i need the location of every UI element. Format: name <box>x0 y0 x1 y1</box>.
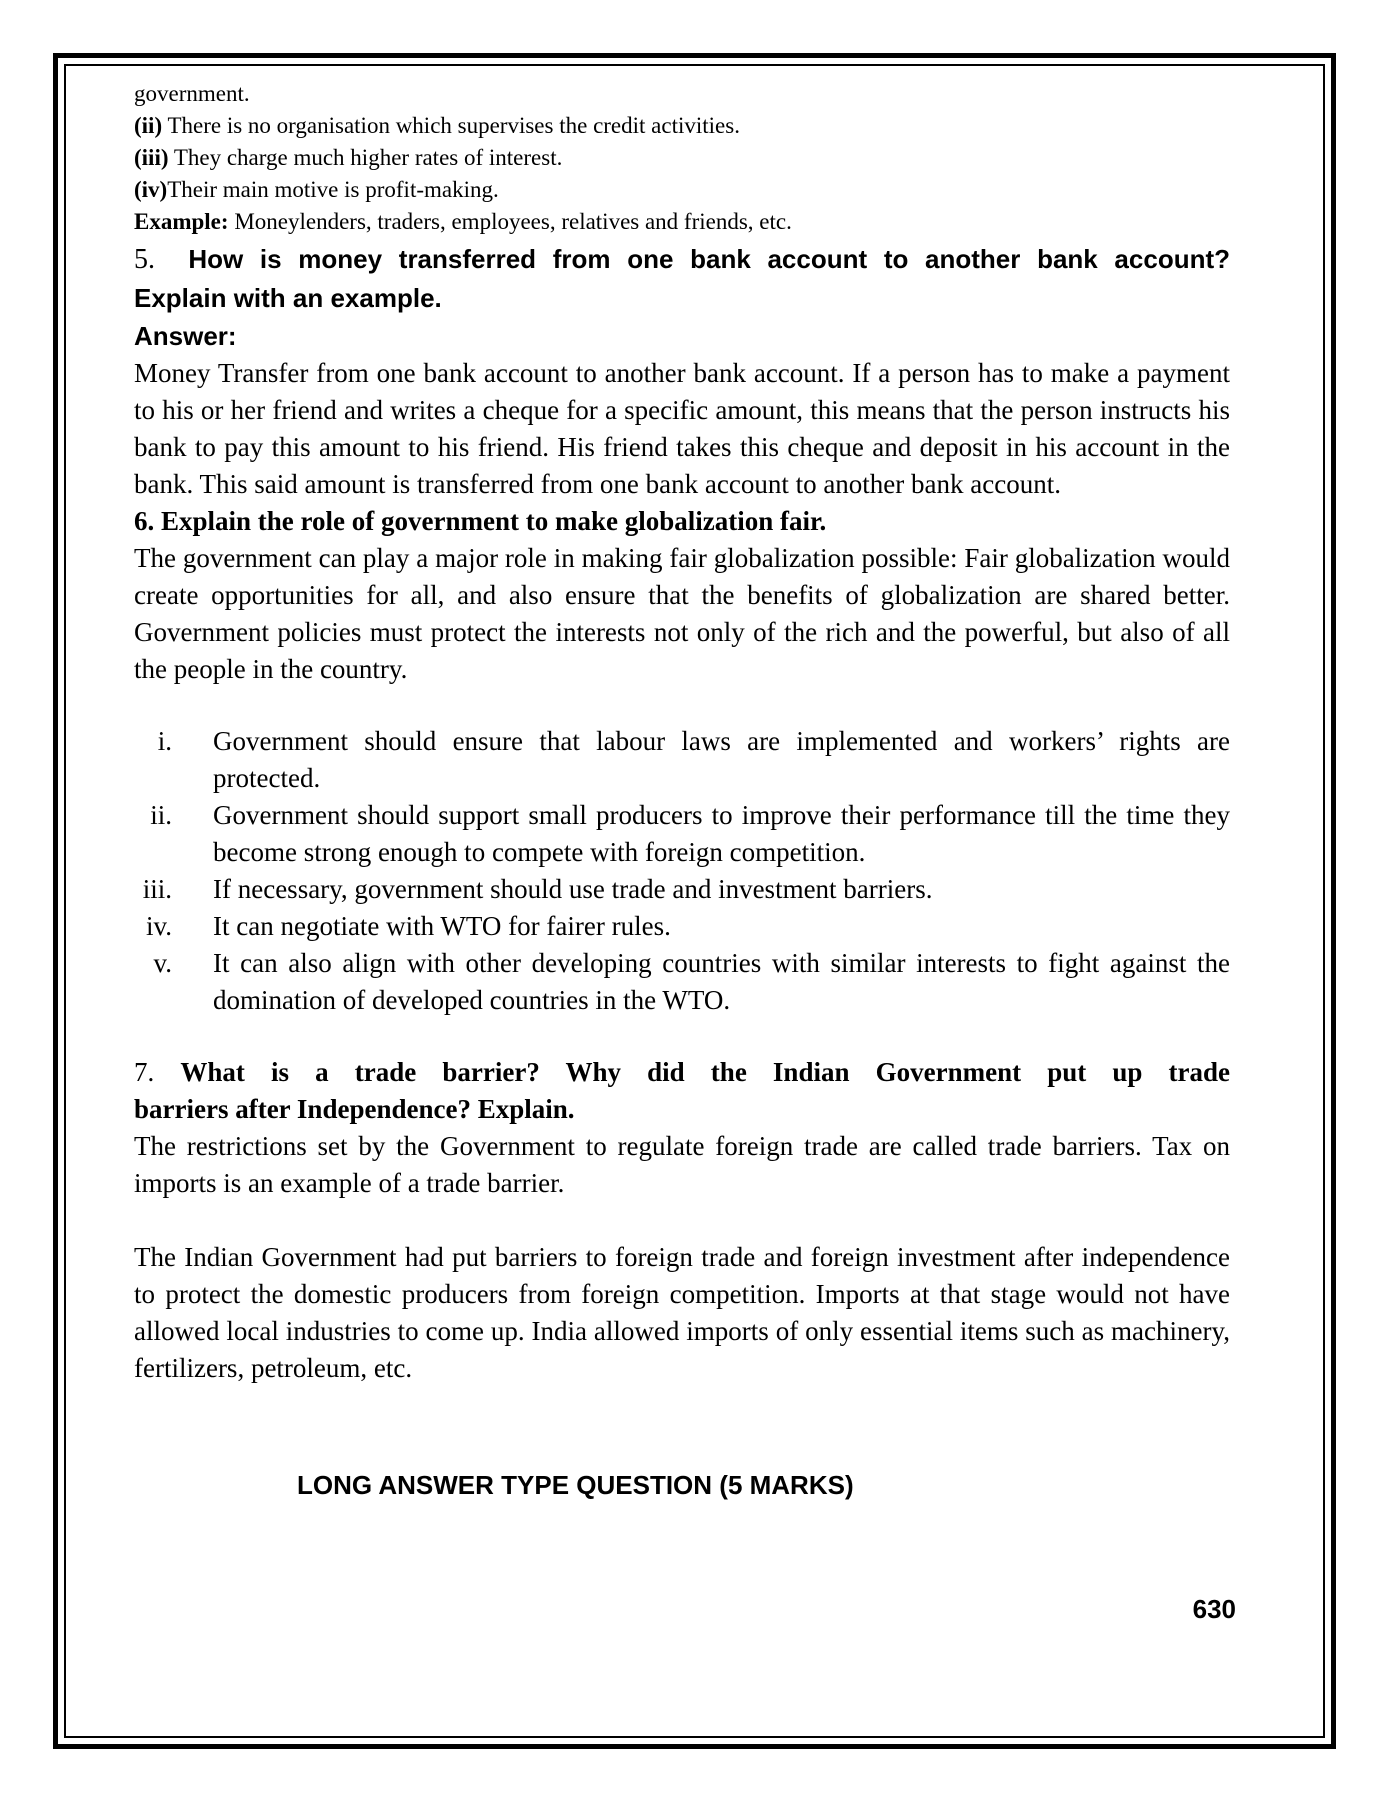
list-item <box>134 723 1230 797</box>
page-number: 630 <box>1192 1594 1236 1624</box>
point-text: There is no organisation which supervises the credit activities. <box>162 113 740 138</box>
example-label: Example: <box>134 209 229 234</box>
q6-answer: The government can play a major role in making fair globalization possible: Fair globalization would create opportunities for all, and also ensure that the benefits of globalization are shared better. Government policies must protect the interests not only of the rich and the powerful, but also of all the people in the country. <box>134 543 1230 684</box>
list-text: Government should support small producers to improve their performance till the time they become strong enough to compete with foreign competition. <box>213 800 1230 867</box>
point-label: (ii) <box>134 113 163 138</box>
point-text: They charge much higher rates of interest. <box>168 145 563 170</box>
q7-question-line1 <box>134 1054 1230 1091</box>
list-text: It can negotiate with WTO for fairer rules. <box>213 911 671 941</box>
q6-question: 6. Explain the role of government to make globalization fair. <box>134 506 827 536</box>
list-text: Government should ensure that labour laws are implemented and workers’ rights are protected. <box>213 726 1230 793</box>
page-content <box>134 78 1230 1387</box>
section-heading: LONG ANSWER TYPE QUESTION (5 MARKS) <box>297 1470 854 1500</box>
list-number: iii. <box>142 874 172 904</box>
list-item <box>134 908 1230 945</box>
list-item <box>134 945 1230 1019</box>
q5-answer: Money Transfer from one bank account to another bank account. If a person has to make a payment to his or her friend and writes a cheque for a specific amount, this means that the person instructs his bank to pay this amount to his friend. His friend takes this cheque and deposit in his account in the bank. This said amount is transferred from one bank account to another bank account. <box>134 358 1230 499</box>
list-number: ii. <box>150 800 172 830</box>
q5-number: 5. <box>134 244 155 275</box>
q7-question-text: What is a trade barrier? Why did the Indian Government put up trade <box>180 1057 1231 1087</box>
q7-answer-1: The restrictions set by the Government to regulate foreign trade are called trade barriers. Tax on imports is an example of a trade barrier. <box>134 1131 1230 1198</box>
q7-answer-2: The Indian Government had put barriers to foreign trade and foreign investment after independence to protect the domestic producers from foreign competition. Imports at that stage would not have allowed local industries to come up. India allowed imports of only essential items such as machinery, fertilizers, petroleum, etc. <box>134 1242 1230 1383</box>
list-number: iv. <box>146 911 172 941</box>
q5-answer-label: Answer: <box>134 321 237 351</box>
list-item <box>134 797 1230 871</box>
list-number: i. <box>157 726 172 756</box>
q7-number: 7. <box>134 1057 155 1087</box>
point-label: (iii) <box>134 145 169 170</box>
q5-question-text: How is money transferred from one bank account to another bank account? <box>188 244 1230 274</box>
list-number: v. <box>153 948 172 978</box>
example-text: Moneylenders, traders, employees, relatives and friends, etc. <box>228 209 792 234</box>
list-text: It can also align with other developing countries with similar interests to fight against the domination of developed countries in the WTO. <box>213 948 1230 1015</box>
q5-question-line1 <box>134 240 1230 279</box>
point-text: Their main motive is profit-making. <box>167 177 499 202</box>
point-label: (iv) <box>134 177 168 202</box>
continuation-point <box>134 110 1230 142</box>
q7-question-line2: barriers after Independence? Explain. <box>134 1094 575 1124</box>
list-item <box>134 871 1230 908</box>
continuation-first-line: government. <box>134 81 250 106</box>
example-line <box>134 206 1230 238</box>
q6-list <box>134 723 1230 1019</box>
list-text: If necessary, government should use trade and investment barriers. <box>213 874 933 904</box>
q5-question-line2: Explain with an example. <box>134 283 442 313</box>
continuation-point <box>134 142 1230 174</box>
continuation-point <box>134 174 1230 206</box>
